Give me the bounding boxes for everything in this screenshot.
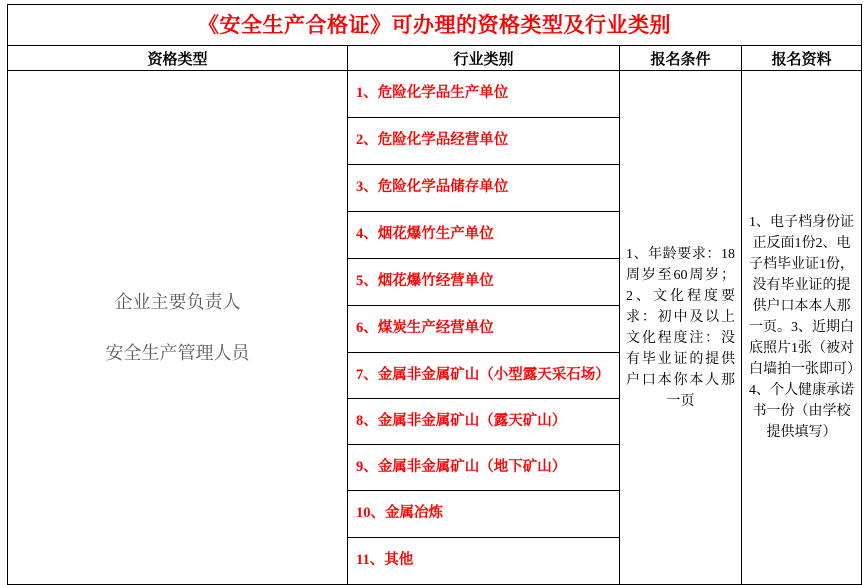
industry-list xyxy=(348,71,619,584)
qualification-type-item: 企业主要负责人 xyxy=(114,291,241,312)
industry-item-2: 2、危险化学品经营单位 xyxy=(348,118,619,165)
table-title-row xyxy=(8,5,862,46)
industry-item-11: 11、其他 xyxy=(348,538,619,585)
industry-item-3: 3、危险化学品储存单位 xyxy=(348,165,619,212)
qualification-type-cell xyxy=(8,71,348,585)
document-page xyxy=(0,4,868,569)
industry-item-8: 8、金属非金属矿山（露天矿山） xyxy=(348,399,619,445)
qualification-table xyxy=(7,4,862,585)
industry-item-9: 9、金属非金属矿山（地下矿山） xyxy=(348,445,619,491)
list-item xyxy=(348,306,619,353)
list-item xyxy=(348,491,619,538)
registration-conditions-cell: 1、年龄要求：18周岁至60周岁；2、文化程度要求：初中及以上文化程度注：没有毕业证的提供户口本你本人那一页 xyxy=(620,71,742,585)
list-item xyxy=(348,71,619,118)
header-industry-category: 行业类别 xyxy=(348,46,620,71)
industry-item-6: 6、煤炭生产经营单位 xyxy=(348,306,619,353)
list-item xyxy=(348,399,619,445)
industry-item-7: 7、金属非金属矿山（小型露天采石场） xyxy=(348,353,619,399)
page-title: 《安全生产合格证》可办理的资格类型及行业类别 xyxy=(198,13,671,37)
header-qualification-type: 资格类型 xyxy=(8,46,348,71)
list-item xyxy=(348,538,619,585)
list-item xyxy=(348,259,619,306)
list-item xyxy=(348,165,619,212)
document-title-cell xyxy=(8,5,862,46)
header-registration-materials: 报名资料 xyxy=(742,46,862,71)
list-item xyxy=(348,353,619,399)
industry-item-10: 10、金属冶炼 xyxy=(348,491,619,538)
industry-item-4: 4、烟花爆竹生产单位 xyxy=(348,212,619,259)
table-header-row xyxy=(8,46,862,71)
list-item xyxy=(348,212,619,259)
qualification-type-item: 安全生产管理人员 xyxy=(105,342,250,363)
table-body-row xyxy=(8,71,862,585)
industry-item-1: 1、危险化学品生产单位 xyxy=(348,71,619,118)
header-registration-conditions: 报名条件 xyxy=(620,46,742,71)
list-item xyxy=(348,445,619,491)
registration-materials-cell: 1、电子档身份证正反面1份2、电子档毕业证1份，没有毕业证的提供户口本本人那一页。3、近期白底照片1张（被对白墙拍一张即可）4、个人健康承诺书一份（由学校提供填写） xyxy=(742,71,862,585)
list-item xyxy=(348,118,619,165)
industry-category-cell xyxy=(348,71,620,585)
industry-item-5: 5、烟花爆竹经营单位 xyxy=(348,259,619,306)
